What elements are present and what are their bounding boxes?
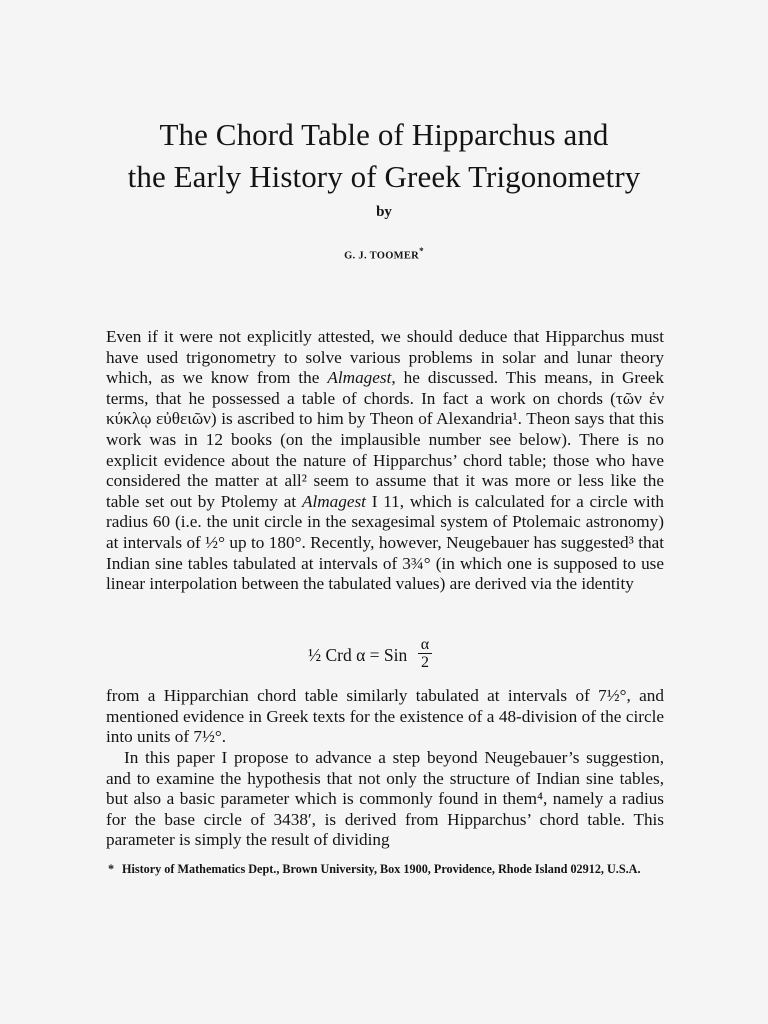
title-line-2: the Early History of Greek Trigonometry [127,159,641,194]
equation-lhs: ½ Crd α = Sin [308,645,408,665]
paragraph-1-part-b: , he discussed. This means, in Greek terms, that he possessed a table of chords. In fact a work on chords (τῶν ἐν κύκλῳ εὐθειῶν) is ascribed to him by Theon of Alexandria¹. Theon says that this work was in 12 books (on the implausible number see below). There is no explicit evidence about the nature of Hipparchus’ chord table; those who have considered the matter at all² seem to assume that it was more or less like the table set out by Ptolemy at [106,368,664,511]
author-footnote-mark: * [419,246,424,256]
paragraph-2 [106,686,664,748]
author-name [0,246,768,262]
paragraph-1-part-a: Even if it were not explicitly attested, we should deduce that Hipparchus must have used trigonometry to solve various problems in solar and lunar theory which, as we know from the [106,327,664,388]
paragraph-1-part-c: I 11, which is calculated for a circle with radius 60 (i.e. the unit circle in the sexagesimal system of Ptolemaic astronomy) at intervals of ½° up to 180°. Recently, however, Neugebauer has suggested³ that Indian sine tables tabulated at intervals of 3¾° (in which one is supposed to use linear interpolation between the tabulated values) are derived via the identity [106,491,664,594]
paragraph-3-text: In this paper I propose to advance a step beyond Neugebauer’s suggestion, and to examine the hypothesis that not only the structure of Indian sine tables, but also a basic parameter which is commonly found in them⁴, namely a radius for the base circle of 3438′, is derived from Hipparchus’ chord table. This parameter is simply the result of dividing [106,748,664,850]
footnote [108,860,664,879]
identity-equation [300,636,500,676]
equation-fraction [418,636,432,672]
byline: by [376,204,392,220]
footnote-mark: * [108,862,115,876]
footnote-text: History of Mathematics Dept., Brown University, Box 1900, Providence, Rhode Island 02912, U.S.A. [122,862,641,876]
title-line-1: The Chord Table of Hipparchus and [159,117,609,152]
author-text: G. J. TOOMER [344,250,420,262]
almagest-title-1: Almagest [327,368,392,388]
paragraph-2-text: from a Hipparchian chord table similarly tabulated at intervals of 7½°, and mentioned evidence in Greek texts for the existence of a 48-division of the circle into units of 7½°. [106,686,664,747]
fraction-denominator: 2 [421,654,429,671]
almagest-title-2: Almagest [301,491,366,511]
fraction-numerator: α [420,636,430,653]
paragraph-1 [106,327,664,595]
paragraph-3 [106,748,664,851]
